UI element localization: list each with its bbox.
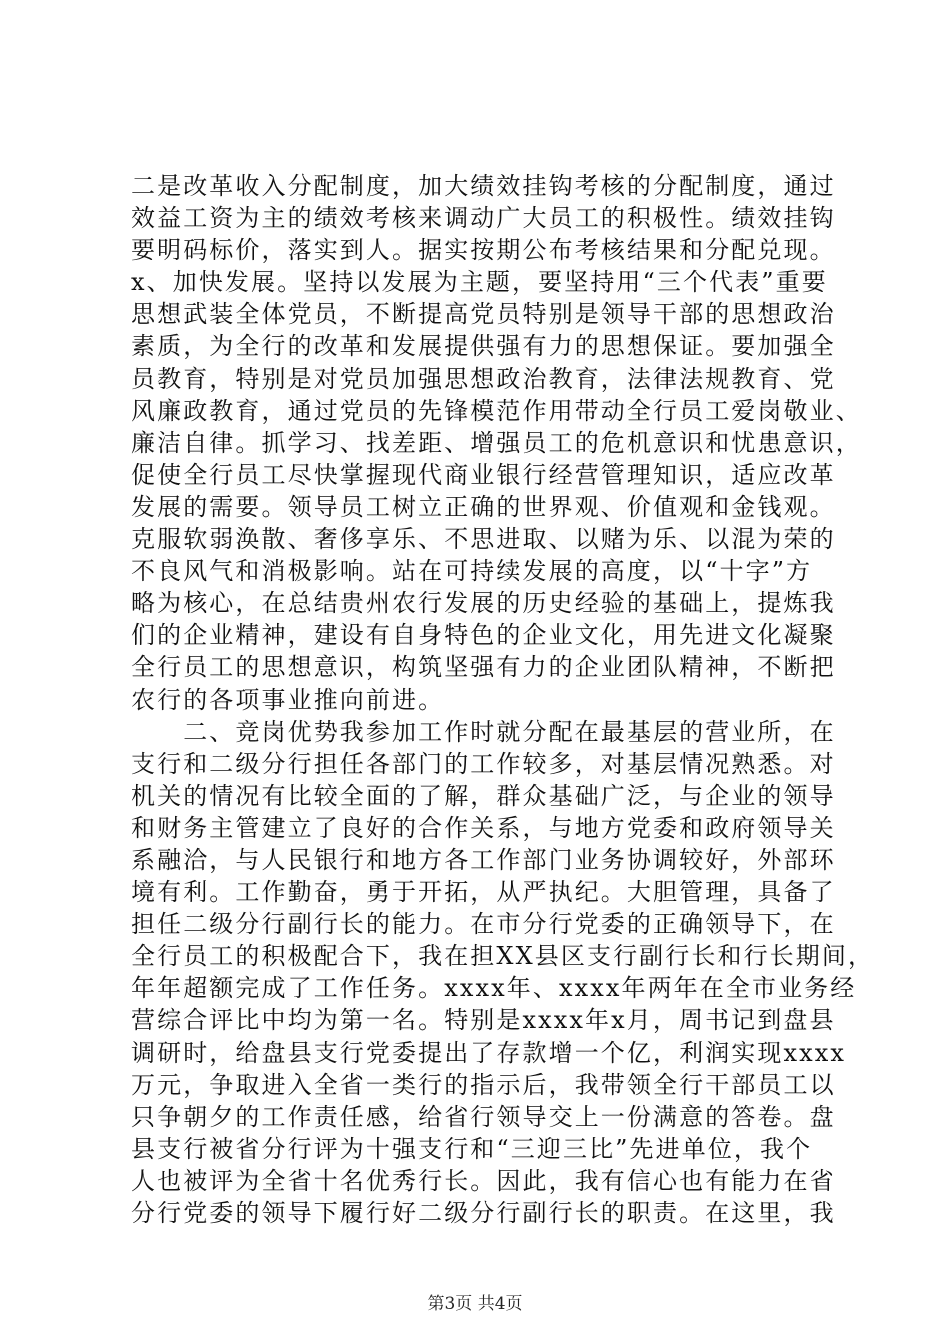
text-line: 发展的需要。领导员工树立正确的世界观、价值观和金钱观。 [131, 492, 836, 521]
text-line: 机关的情况有比较全面的了解，群众基础广泛，与企业的领导 [131, 781, 836, 810]
text-line: 全行员工的积极配合下，我在担XX县区支行副行长和行长期间， [131, 942, 875, 971]
text-line: 系融洽，与人民银行和地方各工作部门业务协调较好，外部环 [131, 845, 836, 874]
text-line: 全行员工的思想意识，构筑坚强有力的企业团队精神，不断把 [131, 653, 836, 682]
text-line: 和财务主管建立了良好的合作关系，与地方党委和政府领导关 [131, 813, 836, 842]
text-line: 县支行被省分行评为十强支行和“三迎三比”先进单位，我个 [131, 1134, 813, 1163]
page-footer [0, 1294, 950, 1314]
text-line: 克服软弱涣散、奢侈享乐、不思进取、以赌为乐、以混为荣的 [131, 525, 836, 554]
text-line: 农行的各项事业推向前进。 [131, 685, 445, 714]
text-line: 不良风气和消极影响。站在可持续发展的高度，以“十字”方 [131, 557, 813, 586]
text-line: 效益工资为主的绩效考核来调动广大员工的积极性。绩效挂钩 [131, 204, 836, 233]
text-line: 二是改革收入分配制度，加大绩效挂钩考核的分配制度，通过 [131, 172, 836, 200]
text-line: 二、竞岗优势我参加工作时就分配在最基层的营业所，在 [131, 717, 836, 746]
text-line: 廉洁自律。抓学习、找差距、增强员工的危机意识和忧患意识， [131, 428, 862, 457]
page-number-label: 第3页 共4页 [427, 1294, 523, 1314]
text-line: 支行和二级分行担任各部门的工作较多，对基层情况熟悉。对 [131, 749, 836, 778]
document-body [131, 170, 875, 1229]
text-line: 调研时，给盘县支行党委提出了存款增一个亿，利润实现xxxx [131, 1038, 847, 1067]
text-line: 营综合评比中均为第一名。特别是xxxx年x月，周书记到盘县 [131, 1006, 836, 1035]
text-line: x、加快发展。坚持以发展为主题，要坚持用“三个代表”重要 [131, 268, 828, 297]
text-line: 促使全行员工尽快掌握现代商业银行经营管理知识，适应改革 [131, 460, 836, 489]
text-line: 们的企业精神，建设有自身特色的企业文化，用先进文化凝聚 [131, 621, 836, 650]
text-line: 人也被评为全省十名优秀行长。因此，我有信心也有能力在省 [131, 1166, 836, 1195]
text-line: 思想武装全体党员，不断提高党员特别是领导干部的思想政治 [131, 300, 836, 329]
text-line: 员教育，特别是对党员加强思想政治教育，法律法规教育、党 [131, 364, 836, 393]
text-line: 只争朝夕的工作责任感，给省行领导交上一份满意的答卷。盘 [131, 1102, 836, 1131]
text-line: 年年超额完成了工作任务。xxxx年、xxxx年两年在全市业务经 [131, 974, 857, 1003]
text-line: 略为核心，在总结贵州农行发展的历史经验的基础上，提炼我 [131, 589, 836, 618]
text-line: 要明码标价，落实到人。据实按期公布考核结果和分配兑现。 [131, 236, 836, 265]
text-line: 担任二级分行副行长的能力。在市分行党委的正确领导下，在 [131, 910, 836, 939]
text-line: 素质，为全行的改革和发展提供强有力的思想保证。要加强全 [131, 332, 836, 361]
text-line: 万元，争取进入全省一类行的指示后，我带领全行干部员工以 [131, 1070, 836, 1099]
text-line: 境有利。工作勤奋，勇于开拓，从严执纪。大胆管理，具备了 [131, 878, 836, 907]
text-line: 风廉政教育，通过党员的先锋模范作用带动全行员工爱岗敬业、 [131, 396, 862, 425]
text-line: 分行党委的领导下履行好二级分行副行长的职责。在这里，我 [131, 1199, 836, 1227]
